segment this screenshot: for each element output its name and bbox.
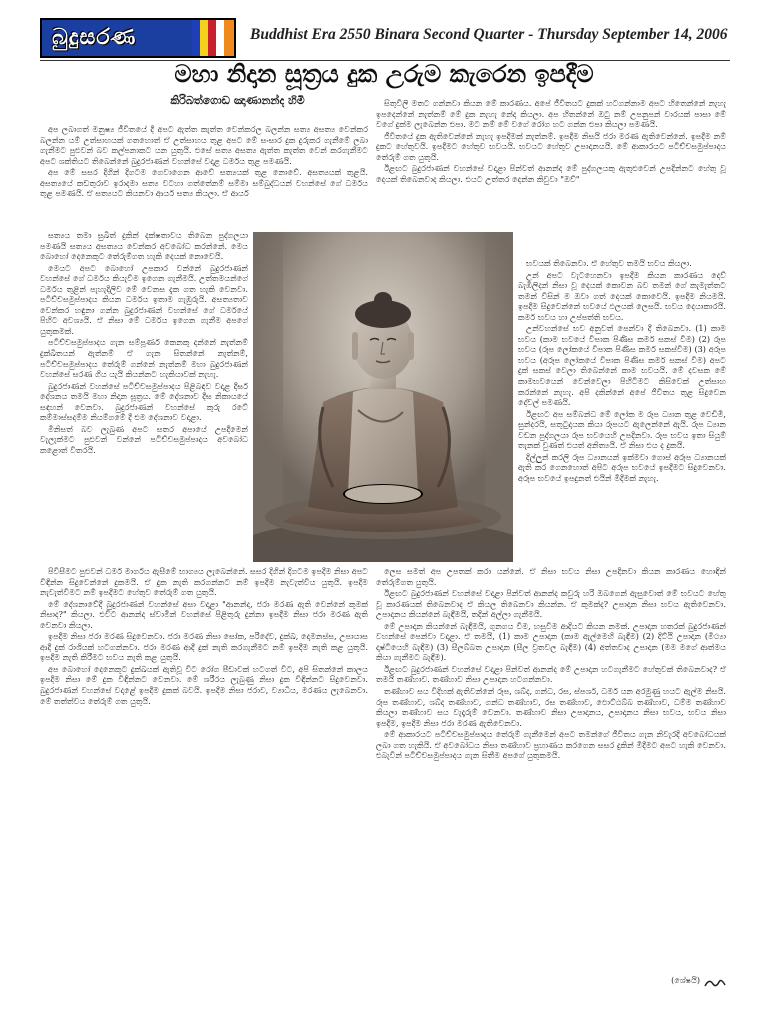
paragraph: සත්‍යය තමා සුඛිත් දුකින් දක්ෂතාවය තිබෙන පුද්ගලයා පමණයි සත්‍යය අසත්‍යය වෙන්කර අවබෝධ කරන්නේ. මෙය බොහෝ දෙනෙකුට තේරුම්ගත හැකි දෙයක් නොවෙයි.: [40, 230, 248, 262]
paragraph: මේ ආකාරයට පටිච්චසමුප්පාදය තේරුම් ගැනීමෙන් අපට තමන්ගේ ජීවිතය ගැන නිවැරදි අවබෝධයක් ලබා ගත හැකියි. ඒ අවබෝධය නිසා තණ්හාව ප්‍රහාණය කරගෙන සසර දුකින් මිදීමට අපට හැකි වෙනවා. එබැවින් පටිච්චසමුප්පාදය ගැන සිතීම අපගේ යුතුකමයි.: [376, 729, 726, 761]
paragraph: මේ දේශනාවේදී බුදුරජාණන් වහන්සේ අසා වදාළා "ආනන්ද, ජරා මරණ ඇති වෙන්නේ කුමක් නිසාද?" කියලා. එවිට ආනන්ද ස්වාමීන් වහන්සේ පිළිතුරු දුන්නා ඉපදීම නිසා ජරා මරණ ඇති වෙනවා කියලා.: [40, 598, 368, 630]
paragraph: ඊළඟට බුදුරජාණන් වහන්සේ වදාළා පින්වත් ආනන්ද මේ පුද්ගලයකු ඇතුළුවෙන් උපදින්නට හේතු වූ දෙයක් තිබෙනවාද කියලා. එයට උත්තර දෙන්න කිවුවා "ඔව්": [376, 163, 726, 184]
paragraph: අප බොහෝ දෙනෙකුට දුක්ඛයක් ඇතිවූ විට රෝග පීඩාවක් හටගත් විට, අපි සිතන්නේ කාලය ඉපදීම නිසා මේ දුක විඳින්නට වෙනවා. මේ ශරීරය ලැබුණු නිසා දුක විඳින්නට සිදුවෙනවා. බුදුරජාණන් වහන්සේ වදාළේ ඉපදීම දුකක් බවයි. ඉපදීම නිසා ජරාව, ව්‍යාධිය, මරණය ලැබෙනවා. මේ තත්ත්වය තේරුම් ගත යුතුයි.: [40, 663, 368, 706]
paragraph: උන්වහන්සේ භව අනුවත් පෙන්වා දී තිබෙනවා. (1) කාම භවය (කාම භවයේ විපාක පිණිස කර්ම සකස් වීම) (2) රූප භවය (රූප ලෝකයේ විපාක පිණිස කර්ම සකස්වීම) (3) අරූප භවය (අරූප ලෝකයේ විපාක පිණිස කර්ම සකස් වීම) අපට දුක් සකස් වෙලා තිබෙන්නේ කාම භවයයි. මේ දවසක මේ කාමභවයෙන් වෙන්වෙලා පිහිටීමට කිසිවෙක් උත්සාහ කරන්නේ නැහැ. අපි දකින්නේ අපේ ජීවිතය තුළ සිදුවෙන දේවල් පමණයි.: [518, 323, 726, 408]
paragraph: ජීවිතයේ දුක ඇතිවෙන්නේ නැහැ ඉපදීමක් නැත්නම්. ඉපදීම නිසයි ජරා මරණ ඇතිවෙන්නේ. ඉපදීම නම් දුකට හේතුවයි. ඉපදීමට හේතුව භවයයි. භවයට හේතුව උපාදානයයි. මේ ආකාරයට පටිච්චසමුප්පාදය තේරුම් ගත යුතුයි.: [376, 130, 726, 162]
paragraph: සිතුවිලි මතට ගන්නවා කියන මේ කාරණය. අපේ ජීවිතයට දුකක් හටගන්නාම අපට හිතෙන්නේ නැහැ ඉපදෙන්නේ නැත්නම් මේ දුක නැහැ නේද කියලා. අප හිතන්නේ ඔටු නම් උපනුපන් වාරයක් පාසා මේ වගේ දුක්ම ලැබෙන්න එපා. මට නම් මේ වගේ රෝග හට ගන්න එපා කියලා පමණයි.: [376, 98, 726, 130]
newspaper-logo: [40, 18, 236, 58]
paragraph: පටිච්චසමුප්පාදය ගැන සම්පූර්ණ කෙනකු දන්නේ නැත්නම් දුක්ඛිතයන් ඇත්නම් ඒ ගැන සිතන්නේ නැත්නම්, පටිච්චසමුප්පාදය තේරුම් ගන්නේ නැත්නම් මහා බුදුරජාණන් වහන්සේ සරණ ගිය යැයි කියන්නට හැකියාවක් නැහැ.: [40, 337, 248, 380]
paragraph: අප ලබාගත් මනුෂ්‍ය ජීවිතයේ දී අපට ඇත්ත කැත්ත වෙන්කරල බලන්න සත්‍ය අසත්‍ය වෙන්කර බලන්න යම් උත්සාහයක් ගතහොත් ඒ උත්සාහය තුළ අපට මේ සංසාර දුක දුරුකර ගැනීමේ ලබා ගැනීමට පුළුවන් බව කල්පනාකට යන යුතුයි. එසේ සත්‍ය අසත්‍ය ඇත්ත කැත්ත වෙන් කරගැනීමට අපට ශක්තියට තිබෙන්නේ බුදුරජාණන් වහන්සේ වදාළ ධර්මය තුළ පමණයි.: [40, 124, 368, 166]
paragraph: උන් අපට වැටහෙනවා ඉපදීම කියන කාරණය දෙව් බැඹිලිදන් නිසා වූ දෙයක් කොවන බව තමන් ගේ කැමැත්තට තමන් විසින් ම ඔවා ගත් දෙයක් කොවෙයි. ඉපදීම නියමයි. ඉපදීම සිදුවෙන්නේ භවයේ ඵලයක් ලෙසයි. භවය දෙයාකාරයි. කර්ම භවය හා උප්පත්ති භවය.: [518, 269, 726, 322]
column-2-wrap: [518, 258, 726, 564]
column-2-bottom: [376, 566, 726, 972]
buddha-statue-photo: [253, 232, 513, 562]
edition-line: Buddhist Era 2550 Binara Second Quarter - Thursday September 14, 2006: [250, 26, 728, 43]
paragraph: භවයක් තිබෙනවා. ඒ හේතුව තමයි භවය කියලා.: [526, 258, 692, 268]
paragraph: මේ උපාදාන කියන්නේ බැඳීමයි, ගුනගය වීම, හසුවීම ආදියට කියන නමක්. උපාදාන හතරක් බුදුරජාණන් වහන්සේ පෙන්වා වදාළා. ඒ තමයි, (1) කාම උපාදාන (කාම ඇල්මෙහි බැඳීම) (2) දිට්ඨි උපාදාන (මිථ්‍යා දෘෂ්ටියෙහි බැඳීම) (3) සීලබ්බත උපාදාන (සීල ව්‍රතවල බැඳීම) (4) අත්තවාද උපාදාන (මම මගේ ආත්මය කියා ගැනීමට බැඳීම).: [376, 620, 726, 663]
paragraph: ඊළඟට බුදුරජාණන් වහන්සේ වදාළා පින්වත් ආනන්ද මේ උපාදාන හටගැනීමට හේතුවක් තිබෙනවාද? ඒ තමයි තණ්හාව. තණ්හාව නිසා උපාදාන හටගන්නවා.: [376, 663, 726, 685]
paragraph: ලෙස සමත් අප උපතක් කරා යන්නේ. ඒ නිසා භවය නිසා උපදිනවා කියන කාරණය හොඳින් තේරුම්ගත යුතුයි.: [376, 566, 726, 587]
column-1-bottom: [40, 566, 368, 990]
column-1-wrap: [40, 230, 248, 564]
paragraph: මෙයට අපට බොහෝ උපකාර වන්නේ බුදුරජාණන් වහන්සේ ගේ ධර්මය කියැවීම ඉගෙන ගැනීමයි. උත්තමයන්ගේ ධර්මය තුළින් පැහැදිලිව මේ වෙනස දැක ගත හැකි වෙනවා. පටිච්චසමුප්පාදය කියන ධර්මය ඉතාම ගැඹුරුයි. අසත්‍යතාව වෙන්කර හඳුනා ගන්න බුදුරජාණන් වහන්සේ ගේ ධර්මයේ පිහිට අවශ්‍යයි. ඒ නිසා මේ ධර්මය ඉගෙන ගැනීම අපගේ යුතුකමක්.: [40, 262, 248, 336]
paragraph: අප මේ සසර දිගින් දිගටම ගෙවාගෙන ආවේ සත්‍යයක් තුළ නොවේ. අසත්‍යයක් තුළයි. අසත්‍යයේ කඩතුරාව ඉරාදමා සත්‍ය වටහා ගත්තේනම් සම්මා සම්බුද්ධයන් වහන්සේ ගේ ධර්මය තුළ පමණයි. ඒ සත්‍යයට කියනවා ආර්ය සත්‍ය කියලා. ඒ ආර්ය: [40, 167, 368, 199]
paragraph: තණ්හාව සය විදිහක් ඇතිවන්නේ රූප, ශබ්ද, ගන්ධ, රස, ස්පර්ශ, ධර්ම යන අරමුණු හයට ඇල්ම නිසයි. රූප තණ්හාව, ශබ්ද තණ්හාව, ගන්ධ තණ්හාව, රස තණ්හාව, ඵොට්ඨබ්බ තණ්හාව, ධම්ම තණ්හාව කියලා තණ්හාව සය වැදෑරුම් වෙනවා. තණ්හාව නිසා උපාදානය, උපාදානය නිසා භවය, භවය නිසා ඉපදීම, ඉපදීම නිසා ජරා මරණ ඇතිවෙනවා.: [376, 686, 726, 728]
paragraph: දිල්ලුන් කරලි රූප ධ්‍යානයන් ඉක්මවා ගොස් අරූප ධ්‍යානයක් ඇති කර ගෙනහොත් අපිට අරූප භවයේ ඉපදීමට සිදුවෙනවා. අරූප භවයේ ඉපදුනත් එයින් මිදීමක් නැහැ.: [518, 451, 726, 483]
column-1-top: [40, 124, 368, 228]
logo-text: බුදුසරණ: [52, 25, 137, 50]
buddha-statue-image: [253, 232, 513, 562]
continued-mark: (ශේෂයි): [671, 975, 700, 985]
paragraph: ඊළඟට බුදුරජාණන් වහන්සේ වදාළා පින්වත් ආනන්ද කවුරු හරි ඔබගෙන් ඇසුවොත් මේ භවයට හේතු වූ කාරණයක් තිබෙනවාද ඒ කියල තිබෙනවා කියන්න. ඒ කුමක්ද? උපාදාන නිසා භවය ඇතිවෙනවා. උපාදානය කියන්නේ බැඳීමයි, තදින් අල්ලා ගැනීමයි.: [376, 588, 726, 620]
paragraph: බුදුරජාණන් වහන්සේ පටිච්චසමුප්පාදය පිළිබඳව වදාළ දීර්ඝ දේශනය තමයි මහා නිදාන සූත්‍රය. මේ දේශනාව දීඝ නිකායයේ සඳහන් වෙනවා. බුදුරජාණන් වහන්සේ කුරු රටේ කම්මාස්සදම්ම නියම්ගමේ දී එම දේශනාව වදාළා.: [40, 380, 248, 423]
masthead: [40, 18, 730, 58]
article-author: කිරිබත්ගොඩ ඤාණානන්ද හිමි: [170, 94, 305, 107]
paragraph: ඉපදීම නිසා ජරා මරණ සිදුවෙනවා. ජරා මරණ නිසා සෝක, පරිදේව, දුක්ඛ, දොමනස්ස, උපායාස ආදී දුක් රාශියක් හටගන්නවා. ජරා මරණ ආදී දුක් නැති කරගැනීමට නම් ඉපදීම නැති කළ යුතුයි. ඉපදීම නැති කිරීමට භවය නැති කළ යුතුයි.: [40, 631, 368, 663]
editor-signature-icon: [703, 976, 727, 990]
paragraph: මිනිසත් බව ලැබුණ අපට සතර අපායේ උපදීමෙන් වැලැක්මට පුළුවන් වන්නේ පටිච්චසමුප්පාදය අවබෝධ කළොත් විතරයි.: [40, 423, 248, 455]
paragraph: ඊළඟට අප සම්බන්ධ මේ ලෝක ම රූප ධ්‍යාන තුළ වෙඩිමී, සුන්දරයි, සතුටුදායක කියා රූපයට ඇලෙන්නේ ඇයි. රූප ධ්‍යාන වඩන පුද්ගලයා රූප භවයෙහි උපදිනවා. රූප භවය ඉතා සියුම් තැනක් වුණත් එයත් අනිත්‍යයි. ඒ නිසා එය ද දුකයි.: [518, 408, 726, 451]
article-title: මහා නිදාන සූත්‍රය දුක උරුම කැරෙන ඉපදීම: [174, 60, 594, 88]
paragraph: පිවිසීමට පුළුවන් ධර්ම මාර්ගය ඇසීමේ භාග්‍යය ලැබෙන්නේ. සසර දිගින් දිගටම ඉපදීම නිසා අපට විඳින්න සිදුවෙන්නේ දුකමයි. ඒ දුක නැති කරගන්නට නම් ඉපදීම නැවැත්විය යුතුයි. ඉපදීම නැවැත්වීමට නම් ඉපදීමට හේතුව තේරුම් ගත යුතුයි.: [40, 566, 368, 598]
